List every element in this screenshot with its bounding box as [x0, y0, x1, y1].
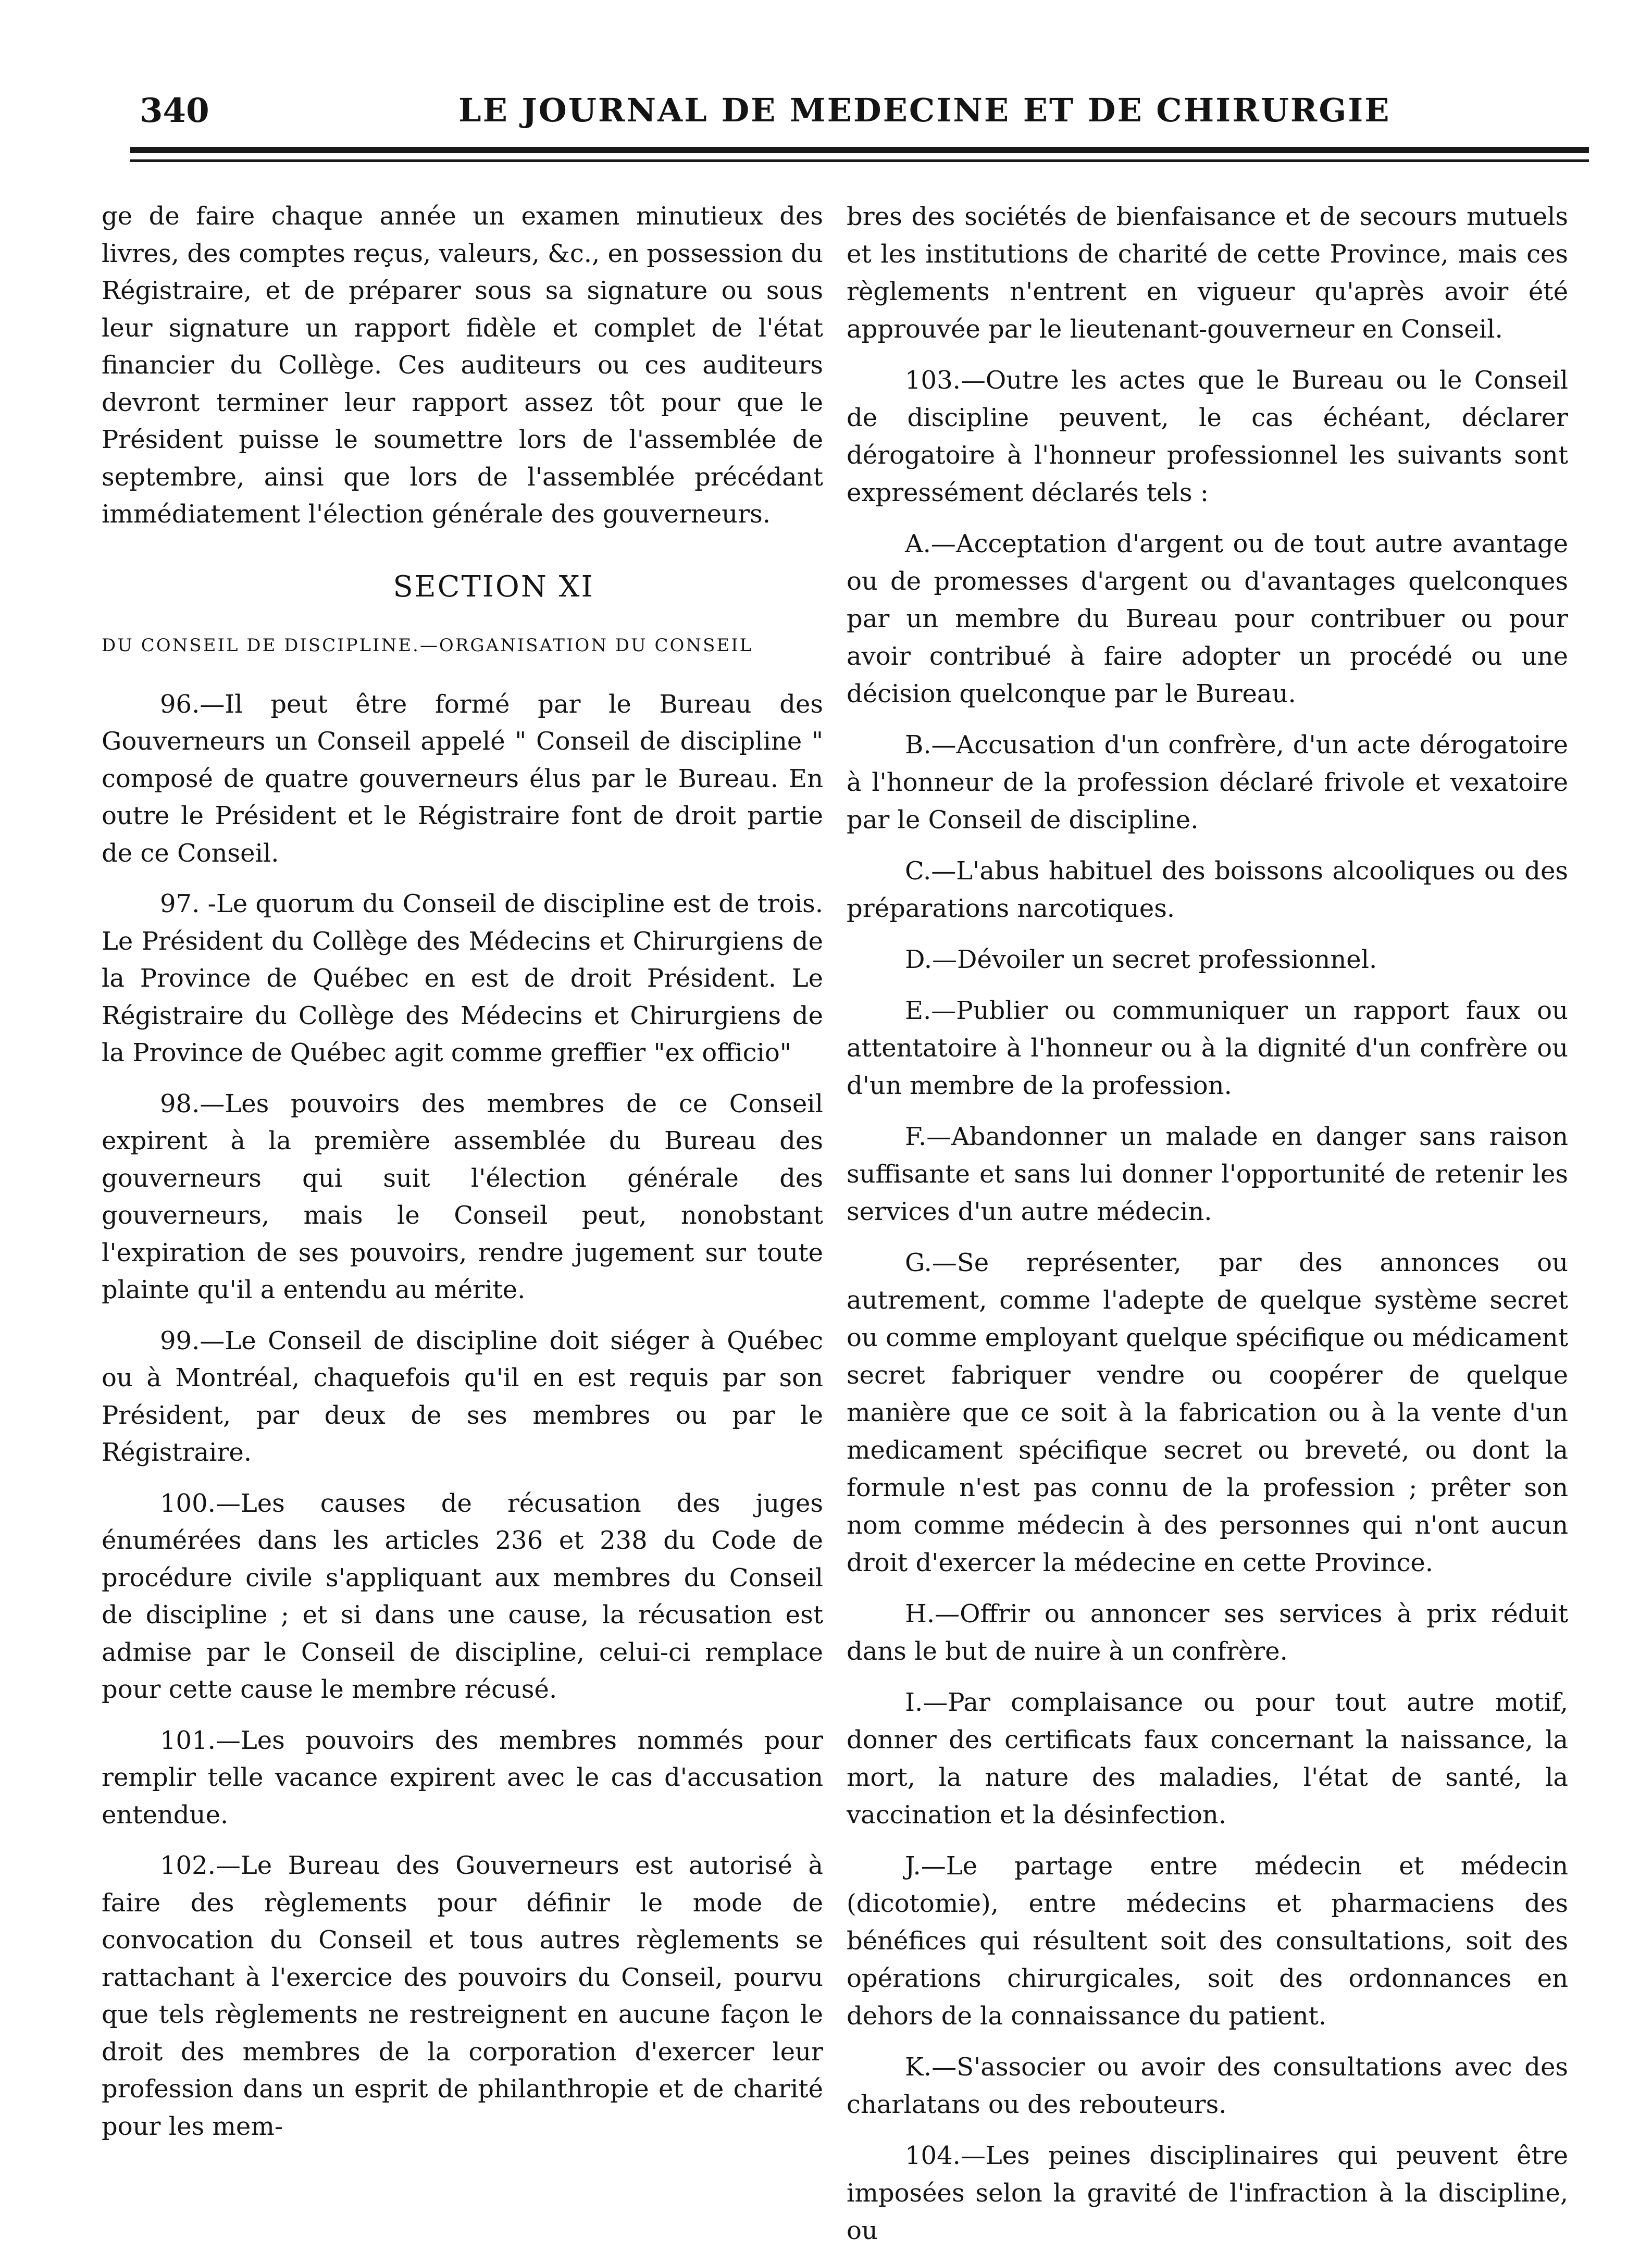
page-header — [135, 91, 1584, 138]
item-g: G.—Se représenter, par des annonces ou autrement, comme l'adepte de quelque système secret ou comme employant quelque spécifique ou médicament secret fabriquer vendre ou coopérer de quelque manière que ce soit à la fabrication ou à la vente d'un medicament spécifique secret ou breveté, ou dont la formule n'est pas connu de la profession ; prêter son nom comme médecin à des personnes qui n'ont aucun droit d'exercer la médecine en cette Province. — [847, 1248, 1568, 1577]
header-rule-thick — [130, 147, 1589, 153]
article-104: 104.—Les peines disciplinaires qui peuvent être imposées selon la gravité de l'infraction à la discipline, ou — [847, 2141, 1568, 2245]
item-j: J.—Le partage entre médecin et médecin (dicotomie), entre médecins et pharmaciens des bénéfices qui résultent soit des consultations, soit des opérations chirurgicales, soit des ordonnances en dehors de la connaissance du patient. — [847, 1851, 1568, 2031]
item-h: H.—Offrir ou annoncer ses services à prix réduit dans le but de nuire à un confrère. — [847, 1599, 1568, 1666]
article-96: 96.—Il peut être formé par le Bureau des Gouverneurs un Conseil appelé " Conseil de discipline " composé de quatre gouverneurs élus par le Bureau. En outre le Président et le Régistraire font de droit partie de ce Conseil. — [102, 689, 823, 868]
left-column — [102, 198, 823, 2159]
item-c: C.—L'abus habituel des boissons alcooliques ou des préparations narcotiques. — [847, 856, 1568, 923]
right-column — [847, 198, 1568, 2263]
item-f: F.—Abandonner un malade en danger sans raison suffisante et sans lui donner l'opportunité de retenir les services d'un autre médecin. — [847, 1122, 1568, 1226]
item-a: A.—Acceptation d'argent ou de tout autre avantage ou de promesses d'argent ou d'avantages quelconques par un membre du Bureau pour contribuer ou pour avoir contribué à faire adopter un procédé ou une décision quelconque par le Bureau. — [847, 529, 1568, 708]
section-subtitle: DU CONSEIL DE DISCIPLINE.—ORGANISATION DU CONSEIL — [102, 635, 753, 656]
article-103: 103.—Outre les actes que le Bureau ou le Conseil de discipline peuvent, le cas échéant, déclarer dérogatoire à l'honneur professionnel les suivants sont expressément déclarés tels : — [847, 366, 1568, 507]
continued-paragraph: ge de faire chaque année un examen minutieux des livres, des comptes reçus, valeurs, &c., en possession du Régistraire, et de préparer sous sa signature ou sous leur signature un rapport fidèle et complet de l'état financier du Collège. Ces auditeurs ou ces auditeurs devront terminer leur rapport assez tôt pour que le Président puisse le soumettre lors de l'assemblée de septembre, ainsi que lors de l'assemblée précédant immédiatement l'élection générale des gouverneurs. — [102, 202, 823, 529]
article-97: 97. -Le quorum du Conseil de discipline est de trois. Le Président du Collège des Médecins et Chirurgiens de la Province de Québec en est de droit Président. Le Régistraire du Collège des Médecins et Chirurgiens de la Province de Québec agit comme greffier "ex officio" — [102, 889, 823, 1067]
article-99: 99.—Le Conseil de discipline doit siéger à Québec ou à Montréal, chaquefois qu'il en est requis par son Président, par deux de ses membres ou par le Régistraire. — [102, 1326, 823, 1467]
running-title: LE JOURNAL DE MEDECINE ET DE CHIRURGIE — [458, 91, 1391, 129]
article-102: 102.—Le Bureau des Gouverneurs est autorisé à faire des règlements pour définir le mode de convocation du Conseil et tous autres règlements se rattachant à l'exercice des pouvoirs du Conseil, pourvu que tels règlements ne restreignent en aucune façon le droit des membres de la corporation d'exercer leur profession dans un esprit de philanthropie et de charité pour les mem- — [102, 1851, 823, 2141]
article-98: 98.—Les pouvoirs des membres de ce Conseil expirent à la première assemblée du Bureau des gouverneurs qui suit l'élection générale des gouverneurs, mais le Conseil peut, nonobstant l'expiration de ses pouvoirs, rendre jugement sur toute plainte qu'il a entendu au mérite. — [102, 1089, 823, 1304]
item-d: D.—Dévoiler un secret professionnel. — [905, 945, 1377, 974]
section-title: SECTION XI — [393, 569, 594, 604]
item-k: K.—S'associer ou avoir des consultations avec des charlatans ou des rebouteurs. — [847, 2053, 1568, 2119]
header-rule-thin — [130, 159, 1589, 162]
page-number: 340 — [140, 91, 209, 130]
continued-paragraph-right: bres des sociétés de bienfaisance et de secours mutuels et les institutions de charité de cette Province, mais ces règlements n'entrent en vigueur qu'après avoir été approuvée par le lieutenant-gouverneur en Conseil. — [847, 202, 1568, 344]
article-101: 101.—Les pouvoirs des membres nommés pour remplir telle vacance expirent avec le cas d'accusation entendue. — [102, 1725, 823, 1830]
item-i: I.—Par complaisance ou pour tout autre motif, donner des certificats faux concernant la naissance, la mort, la nature des maladies, l'état de santé, la vaccination et la désinfection. — [847, 1688, 1568, 1830]
item-b: B.—Accusation d'un confrère, d'un acte dérogatoire à l'honneur de la profession déclaré frivole et vexatoire par le Conseil de discipline. — [847, 730, 1568, 835]
item-e: E.—Publier ou communiquer un rapport faux ou attentatoire à l'honneur ou à la dignité d'un confrère ou d'un membre de la profession. — [847, 996, 1568, 1100]
article-100: 100.—Les causes de récusation des juges énumérées dans les articles 236 et 238 du Code de procédure civile s'appliquant aux membres du Conseil de discipline ; et si dans une cause, la récusation est admise par le Conseil de discipline, celui-ci remplace pour cette cause le membre récusé. — [102, 1488, 823, 1704]
